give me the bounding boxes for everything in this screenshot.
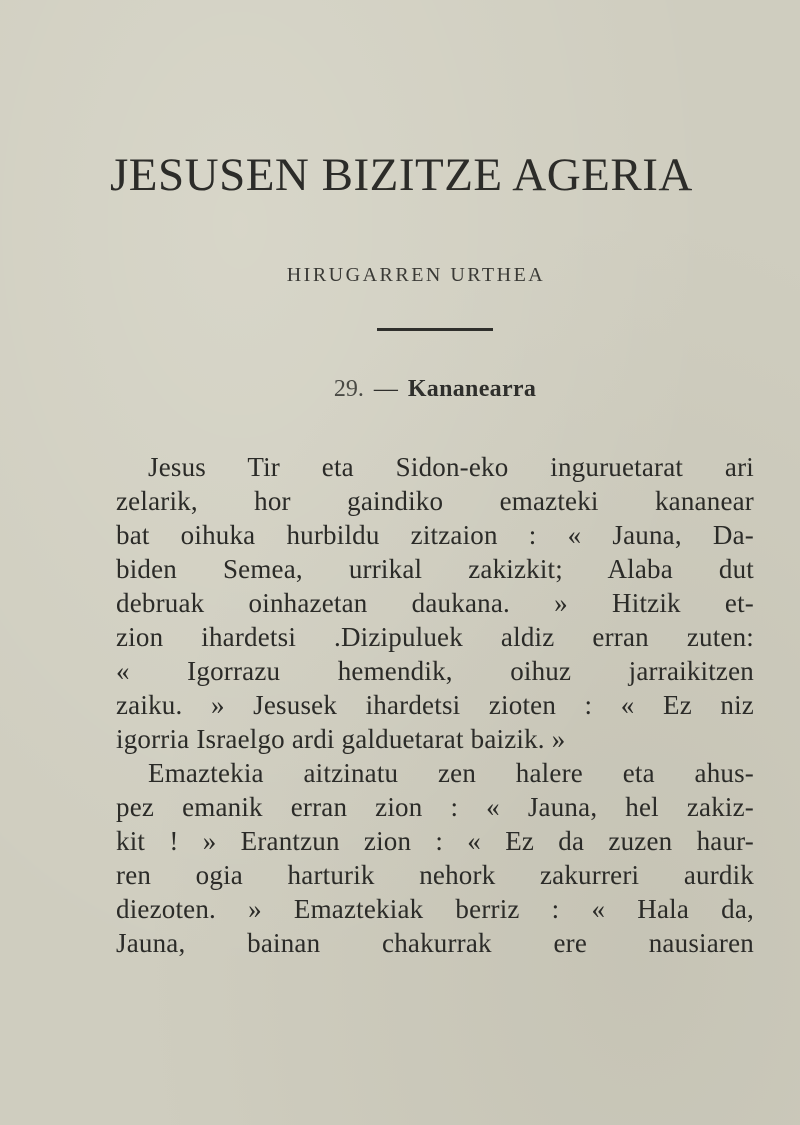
body-text [116, 450, 754, 960]
text-line: zion ihardetsi .Dizipuluek aldiz erran zuten: [116, 622, 754, 652]
text-line: kit ! » Erantzun zion : « Ez da zuzen haur- [116, 826, 754, 856]
text-line: zelarik, hor gaindiko emazteki kananear [116, 486, 754, 516]
chapter-heading [0, 376, 800, 403]
text-line: diezoten. » Emaztekiak berriz : « Hala da, [116, 894, 754, 924]
chapter-dash: — [373, 376, 398, 402]
text-line: ren ogia harturik nehork zakurreri aurdik [116, 860, 754, 890]
text-line: debruak oinhazetan daukana. » Hitzik et- [116, 588, 754, 618]
text-line: igorria Israelgo ardi galduetarat baizik. » [116, 724, 566, 754]
divider-rule [377, 328, 493, 331]
text-line: biden Semea, urrikal zakizkit; Alaba dut [116, 554, 754, 584]
section-title: HIRUGARREN URTHEA [286, 264, 546, 286]
book-title: JESUSEN BIZITZE AGERIA [110, 149, 693, 201]
text-line: bat oihuka hurbildu zitzaion : « Jauna, Da- [116, 520, 754, 550]
text-line: pez emanik erran zion : « Jauna, hel zakiz- [116, 792, 754, 822]
text-line: Jauna, bainan chakurrak ere nausiaren [116, 928, 754, 958]
text-line: zaiku. » Jesusek ihardetsi zioten : « Ez niz [116, 690, 754, 720]
chapter-number: 29. [333, 376, 364, 402]
text-line: Jesus Tir eta Sidon-eko inguruetarat ari [148, 452, 754, 482]
text-line: Emaztekia aitzinatu zen halere eta ahus- [148, 758, 754, 788]
text-line: « Igorrazu hemendik, oihuz jarraikitzen [116, 656, 754, 686]
chapter-title: Kananearra [407, 376, 537, 402]
